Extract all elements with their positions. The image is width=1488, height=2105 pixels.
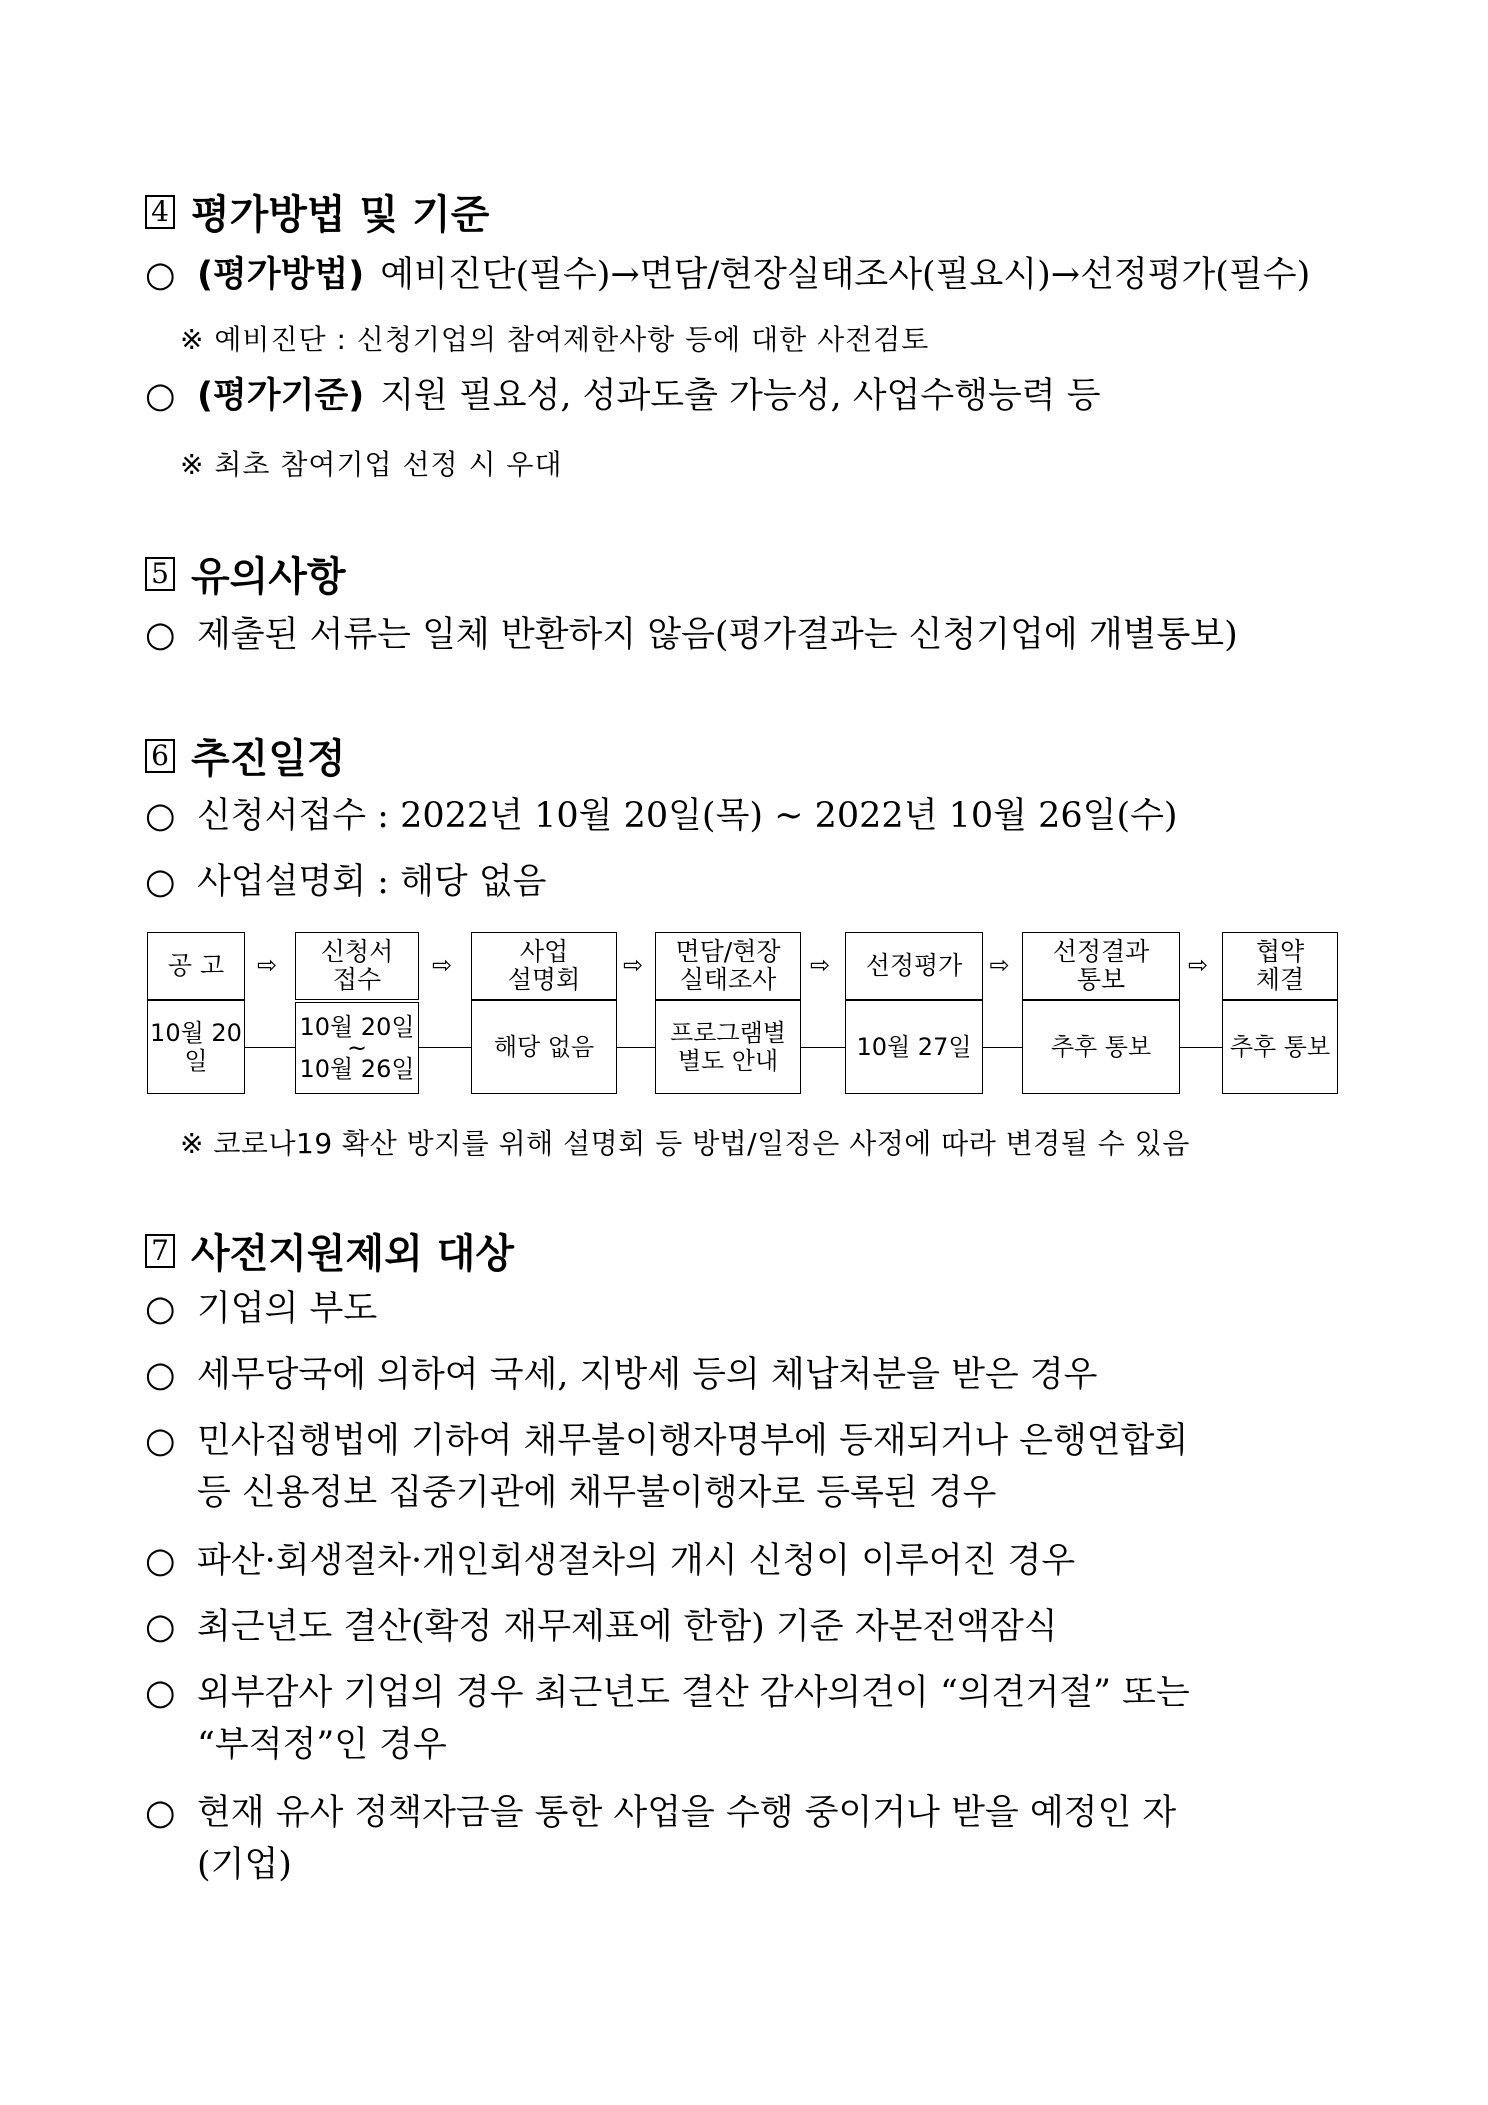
section-number: 6 <box>145 739 175 773</box>
bullet-text: 지원 필요성, 성과도출 가능성, 사업수행능력 등 <box>380 376 1101 416</box>
bullet-text: 사업설명회 : 해당 없음 <box>197 862 547 902</box>
circle-bullet-icon: ○ <box>145 1541 176 1581</box>
flow-arrow-icon: ⇨ <box>432 951 453 979</box>
step-date-box <box>471 1000 617 1094</box>
step-title-box: 사업 설명회 <box>471 932 617 1000</box>
exclusion-item <box>145 1349 1097 1401</box>
connector-line <box>1180 1047 1222 1048</box>
flow-arrow-icon: ⇨ <box>257 951 278 979</box>
exclusion-text: 외부감사 기업의 경우 최근년도 결산 감사의견이 “의견거절” 또는 <box>197 1673 1190 1713</box>
exclusion-item <box>145 1415 1345 1519</box>
step-date-text: 추후 통보 <box>1229 1033 1331 1061</box>
bullet-text: 신청서접수 : 2022년 10월 20일(목) ~ 2022년 10월 26일(수) <box>197 796 1178 836</box>
section-number: 5 <box>145 557 175 591</box>
connector-line <box>419 1047 471 1048</box>
step-date-box <box>845 1000 983 1094</box>
step-date-text: 10월 26일 <box>299 1055 415 1083</box>
step-date-text: 10월 27일 <box>856 1033 972 1061</box>
circle-bullet-icon: ○ <box>145 255 176 295</box>
bullet-application-period <box>145 790 1178 842</box>
bullet-text: 예비진단(필수)→면담/현장실태조사(필요시)→선정평가(필수) <box>380 255 1311 295</box>
circle-bullet-icon: ○ <box>145 1421 176 1461</box>
circle-bullet-icon: ○ <box>145 1607 176 1647</box>
step-date-box <box>655 1000 801 1094</box>
circle-bullet-icon: ○ <box>145 615 176 655</box>
bullet-tag: (평가기준) <box>197 376 365 416</box>
step-title-box: 선정결과 통보 <box>1022 932 1180 1000</box>
exclusion-text: 세무당국에 의하여 국세, 지방세 등의 체납처분을 받은 경우 <box>197 1355 1098 1395</box>
exclusion-text: 기업의 부도 <box>197 1289 378 1329</box>
note-covid-schedule-change: ※ 코로나19 확산 방지를 위해 설명회 등 방법/일정은 사정에 따라 변경될 수 있음 <box>180 1127 1190 1160</box>
section-4-heading <box>145 183 489 240</box>
step-date-box <box>1222 1000 1338 1094</box>
section-title: 평가방법 및 기준 <box>191 192 490 238</box>
connector-line <box>801 1047 845 1048</box>
step-date-box <box>1022 1000 1180 1094</box>
step-title-box: 선정평가 <box>845 932 983 1000</box>
exclusion-text <box>197 1415 1345 1467</box>
exclusion-item <box>145 1787 1345 1891</box>
circle-bullet-icon: ○ <box>145 796 176 836</box>
section-number: 4 <box>145 195 175 229</box>
circle-bullet-icon: ○ <box>145 1355 176 1395</box>
circle-bullet-icon: ○ <box>145 1793 176 1833</box>
bullet-tag: (평가방법) <box>197 255 365 295</box>
exclusion-text-line: 민사집행법에 기하여 채무불이행자명부에 등재되거나 은행연합회 <box>197 1421 1189 1461</box>
connector-line <box>617 1047 655 1048</box>
step-date-text: 10월 20일 <box>150 1019 242 1075</box>
section-5-heading <box>145 545 346 602</box>
exclusion-item <box>145 1667 1345 1771</box>
section-title: 유의사항 <box>191 554 346 600</box>
exclusion-text: 현재 유사 정책자금을 통한 사업을 수행 중이거나 받을 예정인 자 <box>197 1793 1177 1833</box>
exclusion-text-continued: “부적정”인 경우 <box>197 1725 447 1765</box>
flow-arrow-icon: ⇨ <box>623 951 644 979</box>
step-date-box <box>147 1000 245 1094</box>
step-title-box: 협약 체결 <box>1222 932 1338 1000</box>
circle-bullet-icon: ○ <box>145 1673 176 1713</box>
step-date-text: 10월 20일 <box>299 1013 415 1041</box>
step-title-box: 면담/현장 실태조사 <box>655 932 801 1000</box>
section-6-heading <box>145 727 346 784</box>
flow-arrow-icon: ⇨ <box>1188 951 1209 979</box>
exclusion-item <box>145 1283 377 1335</box>
step-date-text: 해당 없음 <box>493 1033 595 1061</box>
exclusion-item <box>145 1601 1058 1653</box>
exclusion-text-continued: 등 신용정보 집중기관에 채무불이행자로 등록된 경우 <box>197 1473 997 1513</box>
note-pre-diagnosis: ※ 예비진단 : 신청기업의 참여제한사항 등에 대한 사전검토 <box>180 323 930 356</box>
bullet-documents-not-returned <box>145 609 1238 661</box>
bullet-briefing-session <box>145 856 546 908</box>
exclusion-text-continued: (기업) <box>197 1845 292 1885</box>
step-date-box <box>295 1002 419 1094</box>
connector-line <box>245 1047 295 1048</box>
circle-bullet-icon: ○ <box>145 1289 176 1329</box>
bullet-text: 제출된 서류는 일체 반환하지 않음(평가결과는 신청기업에 개별통보) <box>197 615 1238 655</box>
exclusion-text: 최근년도 결산(확정 재무제표에 한함) 기준 자본전액잠식 <box>197 1607 1058 1647</box>
circle-bullet-icon: ○ <box>145 376 176 416</box>
section-7-heading <box>145 1222 514 1279</box>
step-title-box: 신청서 접수 <box>295 932 419 1000</box>
flow-arrow-icon: ⇨ <box>989 951 1010 979</box>
step-date-text: 추후 통보 <box>1050 1033 1152 1061</box>
exclusion-text: 파산·회생절차·개인회생절차의 개시 신청이 이루어진 경우 <box>197 1541 1076 1581</box>
circle-bullet-icon: ○ <box>145 862 176 902</box>
section-title: 사전지원제외 대상 <box>191 1231 515 1277</box>
flow-arrow-icon: ⇨ <box>810 951 831 979</box>
step-date-text: 별도 안내 <box>677 1047 779 1075</box>
section-number: 7 <box>145 1234 175 1268</box>
connector-line <box>983 1047 1022 1048</box>
bullet-evaluation-criteria <box>145 370 1101 422</box>
step-date-text: 프로그램별 <box>670 1019 786 1047</box>
bullet-evaluation-method <box>145 249 1310 301</box>
section-title: 추진일정 <box>191 736 346 782</box>
step-date-text: ~ <box>346 1034 368 1062</box>
note-first-participation: ※ 최초 참여기업 선정 시 우대 <box>180 448 563 481</box>
step-title-box: 공 고 <box>147 932 245 1000</box>
exclusion-item <box>145 1535 1075 1587</box>
